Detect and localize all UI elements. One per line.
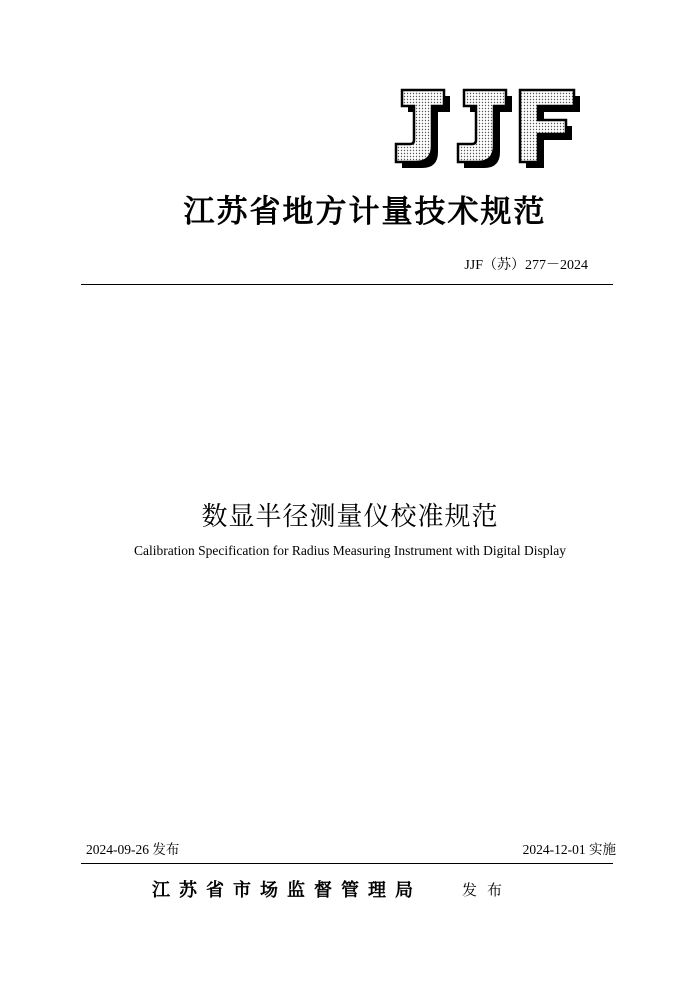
issuer: 江苏省市场监督管理局 (152, 880, 422, 901)
document-title-cn: 数显半径测量仪校准规范 (201, 502, 499, 532)
organization-title: 江苏省地方计量技术规范 (183, 194, 547, 230)
standard-code: JJF（苏）277－2024 (464, 258, 588, 273)
effective-date: 2024-12-01 实施 (522, 842, 616, 857)
header-divider (81, 284, 613, 285)
issue-date: 2024-09-26 发布 (86, 842, 180, 857)
issuer-suffix: 发布 (462, 881, 513, 899)
jjf-logo (388, 86, 584, 170)
footer-divider (81, 863, 613, 864)
document-title-en: Calibration Specification for Radius Measuring Instrument with Digital Display (134, 543, 566, 558)
